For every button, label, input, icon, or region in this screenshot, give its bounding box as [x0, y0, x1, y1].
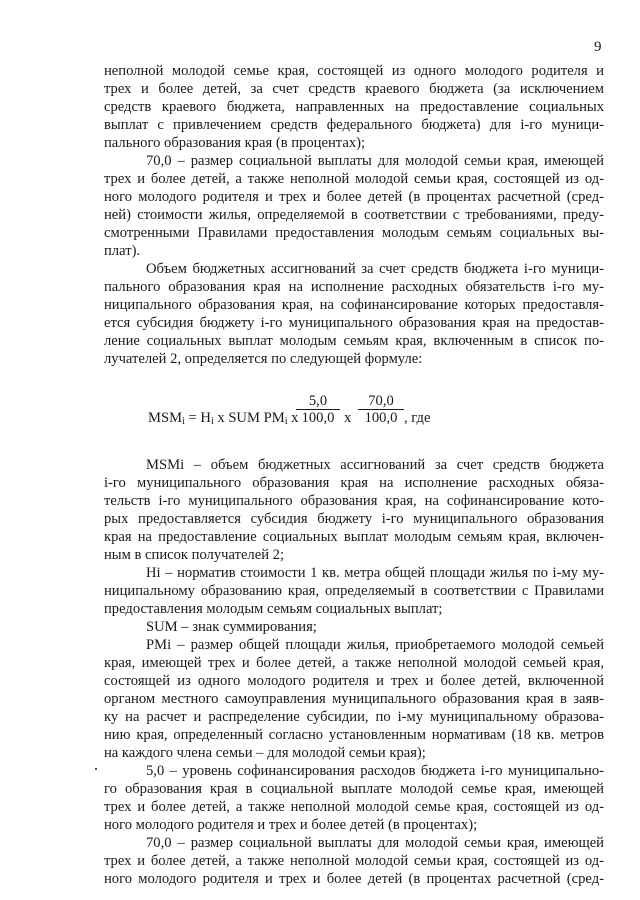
paragraph-5-definition	[104, 762, 604, 834]
page-number: 9	[594, 39, 602, 55]
text-line: пального образования края на исполнение расходных обязательств i-го му-	[104, 279, 604, 295]
text-line: лучателей 2, определяется по следующей формуле:	[104, 351, 423, 367]
text-line: 5,0 – уровень софинансирования расходов бюджета i-го муниципально-	[146, 763, 604, 779]
text-line: Объем бюджетных ассигнований за счет средств бюджета i-го муници-	[146, 261, 604, 277]
text-line: трех и более детей, а также неполной молодой семье края, состоящей из од-	[104, 799, 604, 815]
text-line: i-го муниципального образования края на исполнение расходных обяза-	[104, 475, 604, 491]
text-line: состоящей из одного молодого родителя и трех и более детей, включенной	[104, 673, 604, 689]
text-line: ление социальных выплат молодым семьям края, включенным в список по-	[104, 333, 604, 349]
text-line: 70,0 – размер социальной выплаты для молодой семьи края, имеющей	[146, 153, 604, 169]
text-line: ного молодого родителя и трех и более детей (в процентах расчетной (сред-	[104, 871, 604, 887]
formula-tail: , где	[404, 410, 431, 426]
text-line: ниципальному образованию края, определяемый в соответствии с Правилами	[104, 583, 604, 599]
text-line: MSMi – объем бюджетных ассигнований за счет средств бюджета	[146, 457, 604, 473]
text-line: тельств i-го муниципального образования края, на софинансирование кото-	[104, 493, 604, 509]
paragraph-h-definition	[104, 564, 604, 618]
formula	[104, 386, 604, 438]
text-line: ного молодого родителя и трех и более детей (в процентах расчетной (сред-	[104, 189, 604, 205]
text-line: PMi – размер общей площади жилья, приобретаемого молодой семьей	[146, 637, 604, 653]
text-line: SUM – знак суммирования;	[146, 619, 317, 635]
text-line: рых предоставляется субсидия бюджету i-го муниципального образования	[104, 511, 604, 527]
paragraph-budget-volume	[104, 260, 604, 368]
text-line: предоставления молодым семьям социальных выплат;	[104, 601, 443, 617]
text-line: нию края, определенный согласно установленным нормативам (18 кв. метров	[104, 727, 604, 743]
text-line: на каждого члена семьи – для молодой семьи края);	[104, 745, 426, 761]
paragraph-70-definition-repeat	[104, 834, 604, 888]
paragraph-continuation	[104, 62, 604, 152]
text-line: 70,0 – размер социальной выплаты для молодой семьи края, имеющей	[146, 835, 604, 851]
text-line: трех и более детей, а также неполной молодой семьи края, состоящей из од-	[104, 171, 604, 187]
text-line: неполной молодой семье края, состоящей из одного молодого родителя и	[104, 63, 604, 79]
formula-lhs: $MSM_i = H_i$ x SUM $PM_i$ x	[148, 410, 299, 427]
text-line: ней) стоимости жилья, определяемой в соответствии с требованиями, преду-	[104, 207, 604, 223]
text-line: трех и более детей, а также неполной молодой семьи края, состоящей из од-	[104, 853, 604, 869]
text-line: края, имеющей трех и более детей, а также неполной молодой семьей края,	[104, 655, 604, 671]
paragraph-pm-definition	[104, 636, 604, 762]
text-line: ным в список получателей 2;	[104, 547, 285, 563]
paragraph-sum-definition	[104, 618, 604, 636]
scan-speck	[95, 768, 97, 770]
text-line: края на предоставление социальных выплат молодым семьям края, включен-	[104, 529, 604, 545]
document-body	[104, 62, 604, 888]
formula-multiply: x	[344, 410, 352, 426]
text-line: Hi – норматив стоимости 1 кв. метра общей площади жилья по i-му му-	[146, 565, 604, 581]
paragraph-msm-definition	[104, 456, 604, 564]
text-line: средств краевого бюджета, направленных на предоставление социальных	[104, 99, 604, 115]
text-line: смотренными Правилами предоставления молодым семьям социальных вы-	[104, 225, 604, 241]
paragraph-70-definition	[104, 152, 604, 260]
text-line: плат).	[104, 243, 141, 259]
formula-fraction-5: 5,0 100,0	[296, 393, 340, 427]
text-line: органом местного самоуправления муниципального образования края в заяв-	[104, 691, 604, 707]
text-line: выплат с привлечением средств федерального бюджета) для i-го муници-	[104, 117, 604, 133]
text-line: пального образования края (в процентах);	[104, 135, 366, 151]
formula-fraction-70: 70,0 100,0	[358, 393, 404, 427]
text-line: ку на расчет и распределение субсидии, по i-му муниципальному образова-	[104, 709, 604, 725]
text-line: ниципального образования края, на софинансирование которых предоставля-	[104, 297, 604, 313]
text-line: го образования края в социальной выплате молодой семье края, имеющей	[104, 781, 604, 797]
text-line: трех и более детей, за счет средств краевого бюджета (за исключением	[104, 81, 604, 97]
text-line: ется субсидия бюджету i-го муниципального образования края на предостав-	[104, 315, 604, 331]
text-line: ного молодого родителя и трех и более детей (в процентах);	[104, 817, 478, 833]
